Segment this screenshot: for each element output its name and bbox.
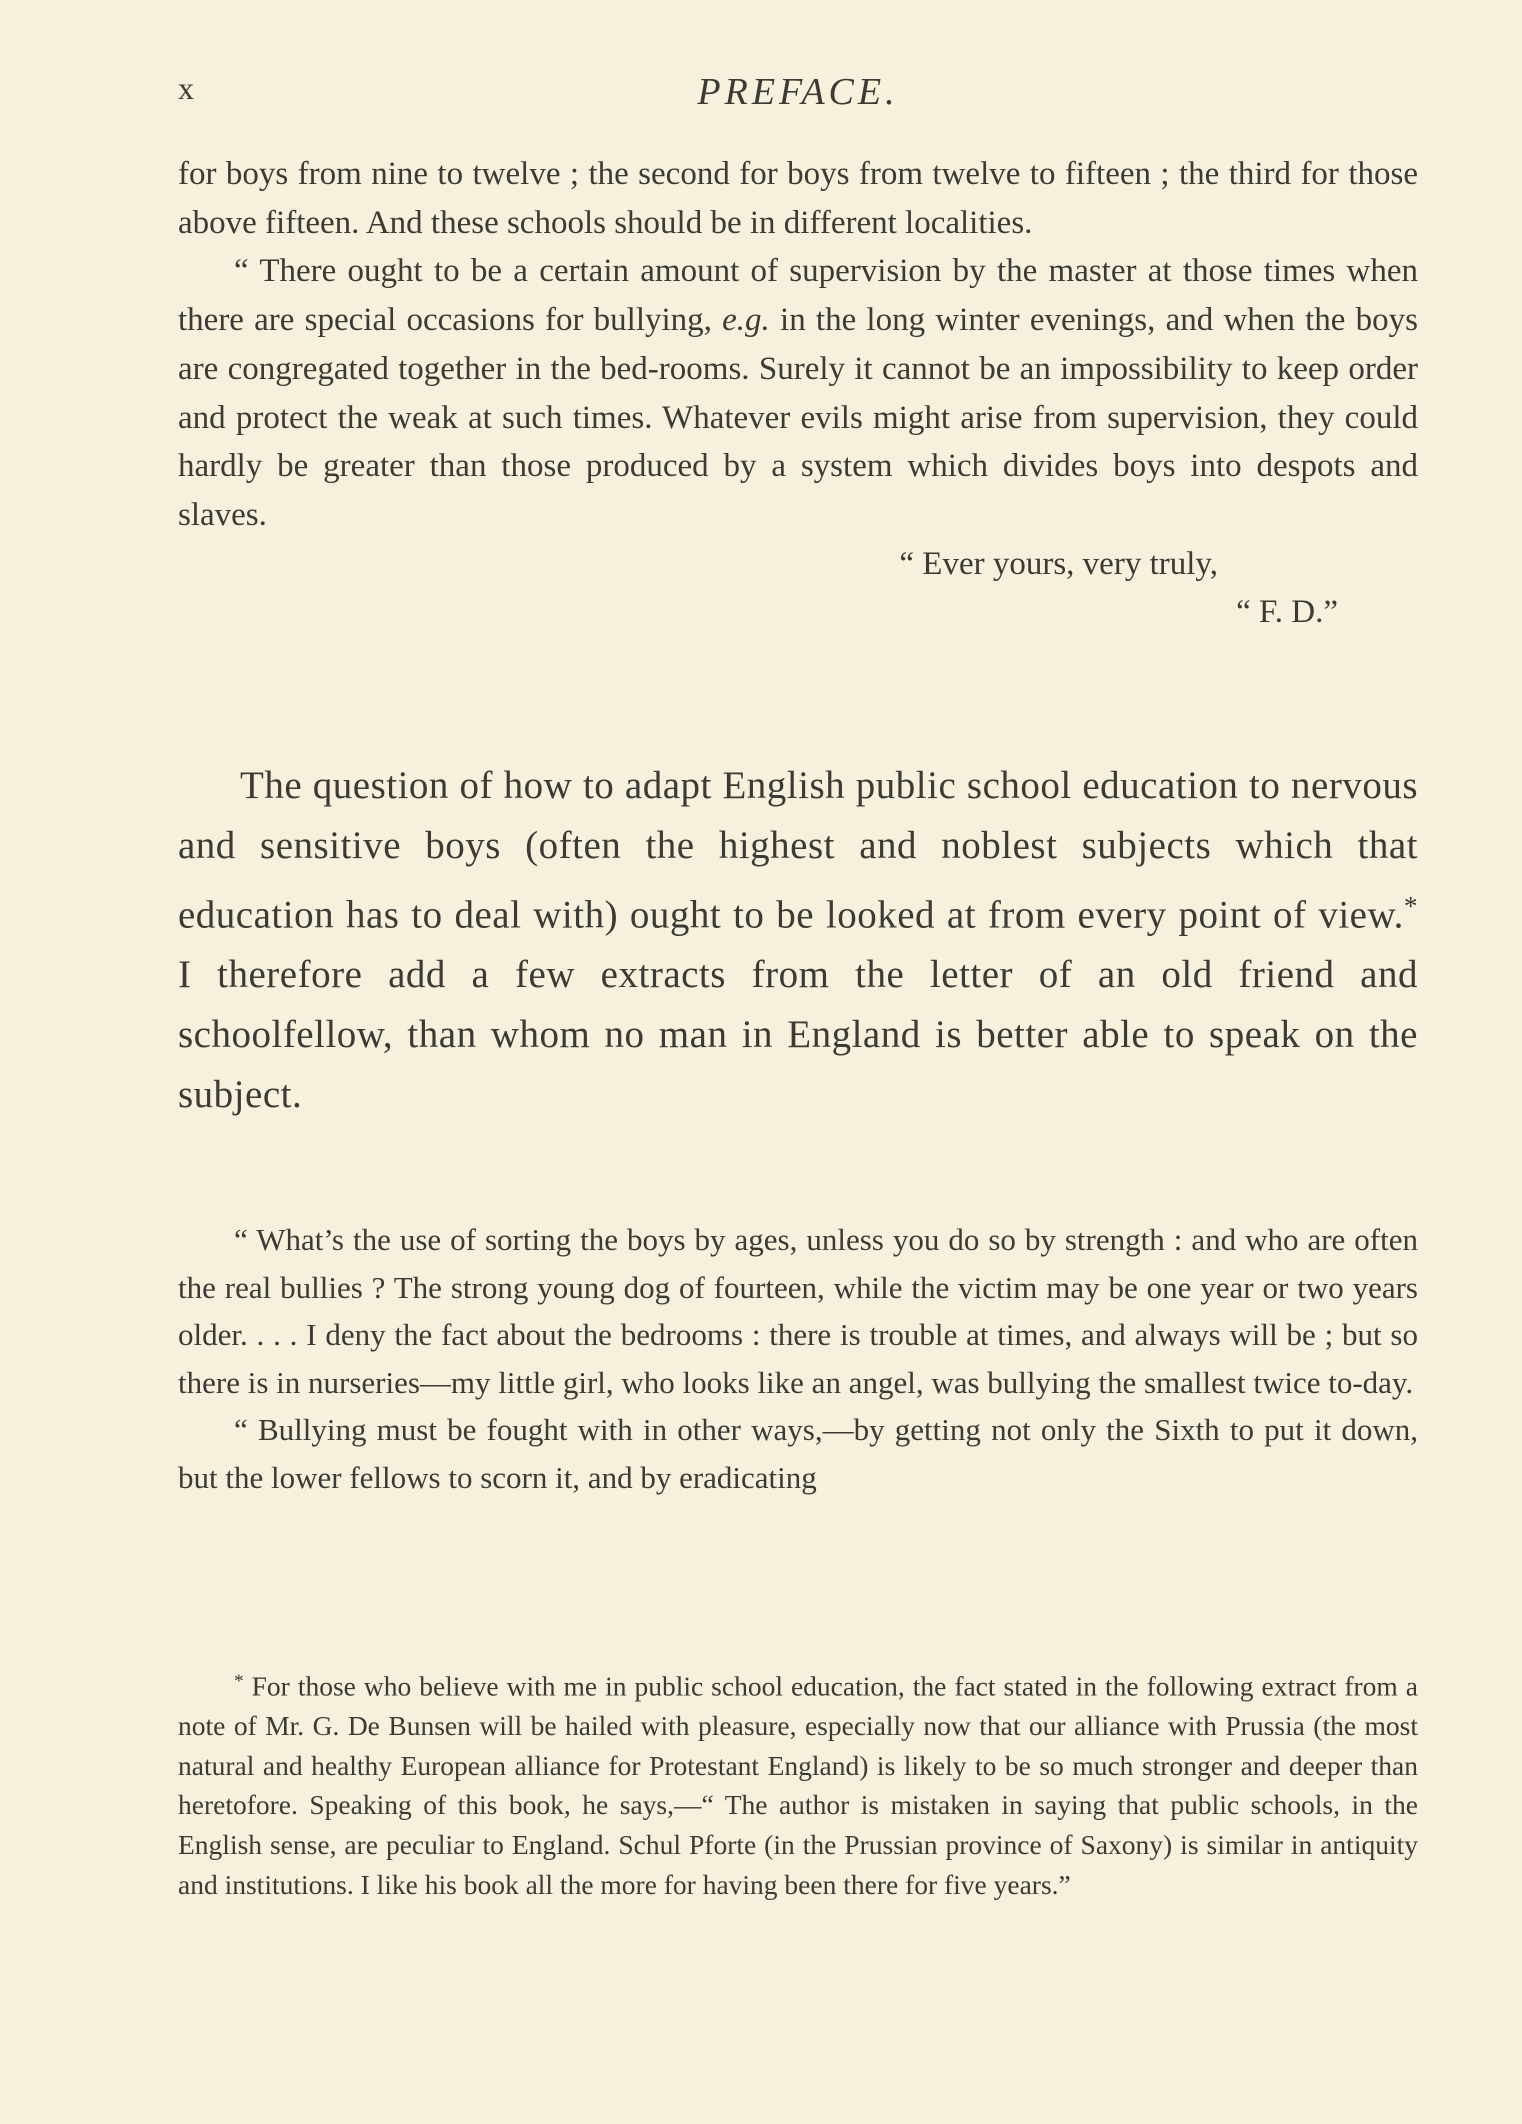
letter-fd-paragraph-1: for boys from nine to twelve ; the second for boys from twelve to fifteen ; the third for those above fifteen. And these schools should be in different localities. xyxy=(178,156,1418,241)
footnote-text: For those who believe with me in public school education, the fact stated in the following extract from a note of Mr. G. De Bunsen will be hailed with pleasure, especially now that our alliance with Prussia (the most natural and healthy European alliance for Protestant England) is likely to be so much stronger and deeper than heretofore. Speaking of this book, he says,—“ The author is mistaken in saying that public schools, in the English sense, are peculiar to England. Schul Pforte (in the Prussian province of Saxony) is similar in antiquity and institutions. I like his book all the more for having been there for five years.” xyxy=(178,1670,1418,1900)
letter-fd-paragraph-2-start: “ There ought to be a certain amount of supervision by the master at those times when there are special occasions for bullying, xyxy=(178,253,1418,339)
page-number: x xyxy=(178,70,195,106)
main-paragraph xyxy=(178,756,1418,1125)
footnote-reference-mark: * xyxy=(1403,891,1418,921)
letter-signature: “ F. D.” xyxy=(1236,594,1338,631)
letter-fd-block xyxy=(178,150,1418,637)
eg-abbreviation: e.g. xyxy=(722,302,770,339)
friend-letter-block xyxy=(178,1216,1418,1501)
main-paragraph-block xyxy=(178,756,1418,1125)
friend-letter-paragraph-1: “ What’s the use of sorting the boys by ages, unless you do so by strength : and who are often the real bullies ? The strong young dog of fourteen, while the victim may be one year or two years older. . . . I deny the fact about the bedrooms : there is trouble at times, and always will be ; but so there is in nurseries—my little girl, who looks like an angel, was bullying the smallest twice to-day. xyxy=(178,1222,1418,1400)
letter-fd-paragraph-2 xyxy=(178,247,1418,539)
footnote-paragraph xyxy=(178,1662,1418,1904)
footnote-mark: * xyxy=(234,1671,244,1692)
page-header xyxy=(178,70,1418,120)
letter-closing: “ Ever yours, very truly, xyxy=(899,545,1218,582)
running-title: PREFACE. xyxy=(697,71,899,113)
friend-letter-paragraph-2: “ Bullying must be fought with in other ways,—by getting not only the Sixth to put it down, but the lower fellows to scorn it, and by eradicating xyxy=(178,1412,1418,1495)
main-paragraph-part-2: I therefore add a few extracts from the letter of an old friend and schoolfellow, than whom no man in England is better able to speak on the subject. xyxy=(178,953,1418,1117)
footnote-block xyxy=(178,1662,1418,1904)
main-paragraph-part-1: The question of how to adapt English public school education to nervous and sensitive boys (often the highest and noblest subjects which that education has to deal with) ought to be looked at from every point of view. xyxy=(178,764,1418,937)
letter-fd-paragraph-2-rest: in the long winter evenings, and when the boys are congregated together in the bed-rooms. Surely it cannot be an impossibility to keep order and protect the weak at such times. Whatever evils might arise from supervision, they could hardly be greater than those produced by a system which divides boys into despots and slaves. xyxy=(178,302,1419,533)
